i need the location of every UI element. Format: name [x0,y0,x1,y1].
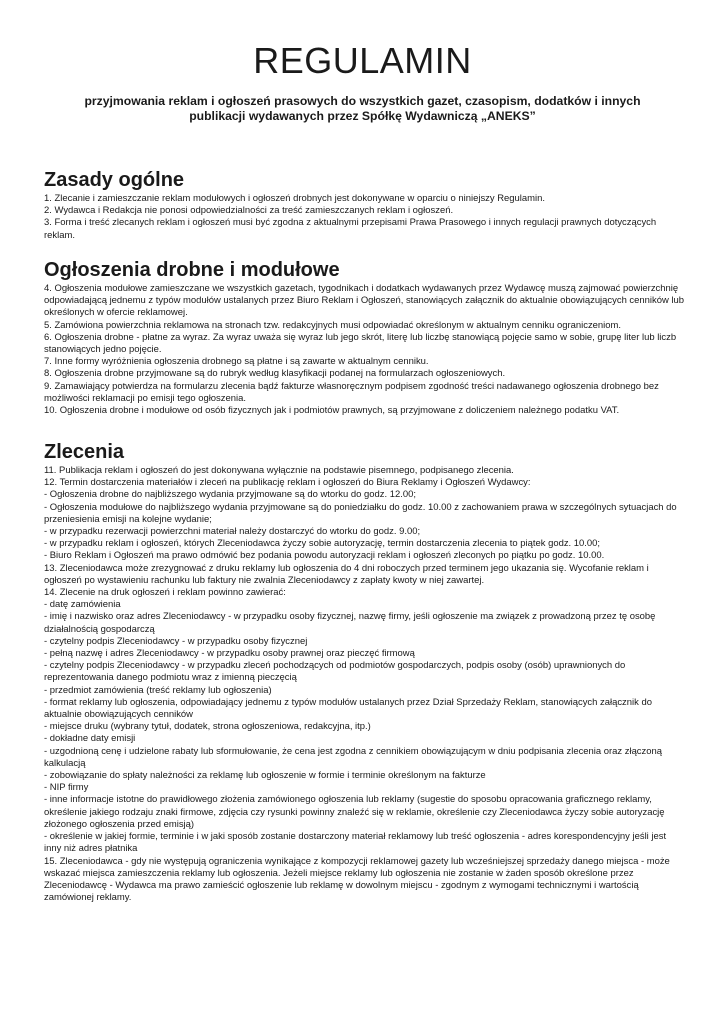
paragraph: 6. Ogłoszenia drobne - płatne za wyraz. Za wyraz uważa się wyraz lub jego skrót, literę lub liczbę stanowiącą pojęcie samo w sobie, grupę liter lub liczb stanowiących jedno pojęcie. [44,331,677,356]
paragraph: - dokładne daty emisji [44,733,136,745]
section-general-rules [44,169,685,242]
paragraph: 1. Zlecanie i zamieszczanie reklam modułowych i ogłoszeń drobnych jest dokonywane w oparciu o niniejszy Regulamin. [44,193,545,204]
paragraph: - określenie w jakiej formie, terminie i w jaki sposób zostanie dostarczony materiał reklamowy lub treść ogłoszenia - adres korespondencyjny jeśli jest inny niż adres płatnika [44,831,667,855]
paragraph: - imię i nazwisko oraz adres Zleceniodawcy - w przypadku osoby fizycznej, nazwę firmy, jeśli ogłoszenie ma związek z prowadzoną przez tę osobę działalnością gospodarczą [44,611,656,635]
section-orders [44,441,685,904]
paragraph: 13. Zleceniodawca może zrezygnować z druku reklamy lub ogłoszenia do 4 dni roboczych przed terminem jego ukazania się. Wycofanie reklam i ogłoszeń po wystawieniu rachunku lub faktury nie zwalnia Zleceniodawcy z zapłaty kwoty w niej zawartej. [44,562,649,586]
paragraph: - miejsce druku (wybrany tytuł, dodatek, strona ogłoszeniowa, redakcyjna, itp.) [44,721,371,733]
paragraph: 3. Forma i treść zlecanych reklam i ogłoszeń musi być zgodna z aktualnymi przepisami Prawa Prasowego i innych regulacji prawnych dotyczących reklam. [44,217,657,241]
paragraph: 2. Wydawca i Redakcja nie ponosi odpowiedzialności za treść zamieszczanych reklam i ogłoszeń. [44,205,454,217]
section-paragraphs [44,193,685,242]
paragraph: - w przypadku reklam i ogłoszeń, których Zleceniodawca życzy sobie autoryzację, termin dostarczenia zlecenia to piątek godz. 10.00; [44,538,601,550]
paragraph: - zobowiązanie do spłaty należności za reklamę lub ogłoszenie w formie i terminie określonym na fakturze [44,770,486,782]
paragraph: - datę zamówienia [44,599,121,611]
paragraph: 14. Zlecenie na druk ogłoszeń i reklam powinno zawierać: [44,587,286,599]
document-subtitle: przyjmowania reklam i ogłoszeń prasowych do wszystkich gazet, czasopism, dodatków i innych publikacji wydawanych przez Spółkę Wydawniczą „ANEKS” [84,94,641,123]
paragraph: - NIP firmy [44,782,89,794]
paragraph: 8. Ogłoszenia drobne przyjmowane są do rubryk według klasyfikacji podanej na formularzach ogłoszeniowych. [44,368,506,380]
paragraph: - Ogłoszenia drobne do najbliższego wydania przyjmowane są do wtorku do godz. 12.00; [44,489,416,501]
paragraph: 12. Termin dostarczenia materiałów i zleceń na publikację reklam i ogłoszeń do Biura Reklamy i Ogłoszeń Wydawcy: [44,477,531,489]
paragraph: - w przypadku rezerwacji powierzchni materiał należy dostarczyć do wtorku do godz. 9.00; [44,526,421,538]
document-title: REGULAMIN [253,40,472,81]
paragraph: 10. Ogłoszenia drobne i modułowe od osób fizycznych jak i podmiotów prawnych, są przyjmowane z doliczeniem należnego podatku VAT. [44,405,620,417]
paragraph: - format reklamy lub ogłoszenia, odpowiadający jednemu z typów modułów ustalanych przez Dział Sprzedaży Reklam, stanowiących załącznik do aktualnie obowiązujących cenników [44,696,652,721]
paragraph: 9. Zamawiający potwierdza na formularzu zlecenia bądź fakturze własnoręcznym podpisem zgodność treści nadawanego ogłoszenia drobnego bez możliwości reklamacji po emisji tego ogłoszenia. [44,380,659,404]
paragraph: - Ogłoszenia modułowe do najbliższego wydania przyjmowane są do poniedziałku do godz. 10.00 z zachowaniem prawa w szczególnych sytuacjach do przeniesienia emisji na kolejne wydanie; [44,501,677,525]
paragraph: - Biuro Reklam i Ogłoszeń ma prawo odmówić bez podania powodu autoryzacji reklam i ogłoszeń zleconych po piątku po godz. 10.00. [44,550,605,562]
section-classified-ads [44,259,685,417]
paragraph: - inne informacje istotne do prawidłowego złożenia zamówionego ogłoszenia lub reklamy (sugestie do sposobu opracowania graficznego reklamy, określenie jakiego rodzaju znaki firmowe, zdjęcia czy rysunki powinny znaleźć się w reklamie, określenie czy Zleceniodawca życzy sobie autoryzację złożonego ogłoszenia przed emisją) [44,794,665,830]
paragraph: 15. Zleceniodawca - gdy nie występują ograniczenia wynikające z kompozycji reklamowej gazety lub wcześniejszej sprzedaży danego miejsca - może wskazać miejsca zamieszczenia reklamy lub ogłoszenia. Jeżeli miejsce reklamy lub ogłoszenia nie zostanie w żaden sposób określone przez Zleceniodawcę - Wydawca ma prawo zamieścić ogłoszenie lub reklamę w dowolnym miejscu - zgodnym z wymogami technicznymi i wartością zamówionej reklamy. [44,855,670,904]
paragraph: 5. Zamówiona powierzchnia reklamowa na stronach tzw. redakcyjnych musi odpowiadać określonym w aktualnym cenniku ograniczeniom. [44,319,622,331]
paragraph: 11. Publikacja reklam i ogłoszeń do jest dokonywana wyłącznie na podstawie pisemnego, podpisanego zlecenia. [44,465,514,476]
paragraph: - uzgodnioną cenę i udzielone rabaty lub sformułowanie, że cena jest zgodna z cennikiem obowiązującym w dniu podpisania zlecenia oraz złączoną kalkulacją [44,745,662,769]
paragraph: - czytelny podpis Zleceniodawcy - w przypadku zleceń pochodzących od podmiotów gospodarczych, podpis osoby (osób) uprawnionych do reprezentowania danego podmiotu wraz z imienną pieczęcią [44,660,626,684]
section-paragraphs [44,283,685,417]
section-heading: Zlecenia [44,441,125,463]
section-heading: Ogłoszenia drobne i modułowe [44,259,340,281]
section-paragraphs [44,465,685,904]
paragraph: - czytelny podpis Zleceniodawcy - w przypadku osoby fizycznej [44,635,308,647]
paragraph: 4. Ogłoszenia modułowe zamieszczane we wszystkich gazetach, tygodnikach i dodatkach wydawanych przez Wydawcę muszą zajmować powierzchnię odpowiadającą jednemu z typów modułów ustalanych przez Biuro Reklam i Ogłoszeń, stanowiących załącznik do aktualnie obowiązujących cenników lub określonych w ofercie reklamowej. [44,283,684,319]
section-heading: Zasady ogólne [44,169,185,191]
paragraph: 7. Inne formy wyróżnienia ogłoszenia drobnego są płatne i są zawarte w aktualnym cenniku. [44,356,429,368]
paragraph: - pełną nazwę i adres Zleceniodawcy - w przypadku osoby prawnej oraz pieczęć firmową [44,648,415,660]
paragraph: - przedmiot zamówienia (treść reklamy lub ogłoszenia) [44,684,272,696]
